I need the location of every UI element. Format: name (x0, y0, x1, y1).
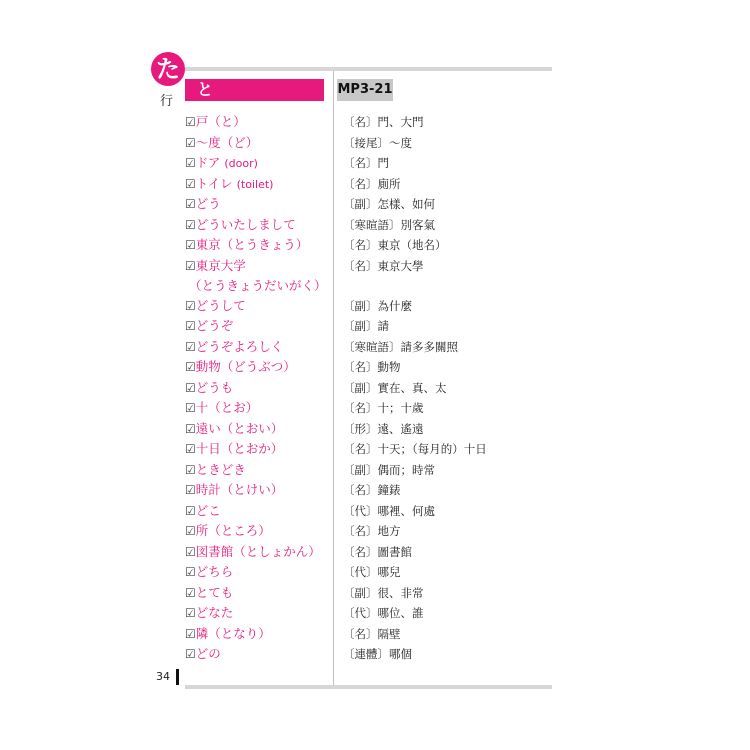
japanese-term (185, 112, 330, 132)
term-text: 図書館（としょかん） (195, 543, 321, 559)
checkbox-icon[interactable]: ☑ (185, 360, 196, 374)
checkbox-icon[interactable]: ☑ (185, 197, 196, 211)
chinese-meaning: 〔連體〕哪個 (343, 647, 412, 661)
chinese-meaning: 〔副〕怎樣、如何 (343, 197, 435, 211)
term-text: とても (195, 584, 234, 600)
column-divider (333, 71, 334, 685)
term-text: 東京（とうきょう） (195, 237, 309, 252)
japanese-term (185, 501, 330, 521)
bottom-rule (185, 685, 552, 689)
checkbox-icon[interactable]: ☑ (185, 339, 196, 354)
term-text: どういたしまして (195, 216, 296, 232)
audio-track-tag: MP3-21 (337, 79, 393, 101)
chinese-meaning: 〔副〕偶而；時常 (343, 462, 435, 477)
japanese-term (185, 624, 330, 644)
checkbox-icon[interactable]: ☑ (185, 401, 196, 415)
kana-row-char: た (156, 55, 180, 83)
japanese-term (185, 542, 330, 562)
checkbox-icon[interactable]: ☑ (185, 258, 196, 273)
japanese-term (185, 194, 330, 214)
term-text: 十（とお） (195, 400, 259, 415)
japanese-term (185, 644, 330, 664)
chinese-meaning: 〔接尾〕～度 (343, 135, 412, 150)
term-text: 東京大学 (195, 257, 246, 273)
chinese-meaning: 〔副〕很、非常 (343, 585, 424, 600)
chinese-meaning: 〔名〕十天；（每月的）十日 (343, 442, 487, 456)
term-reading: （とうきょうだいがく） (189, 277, 327, 293)
chinese-meaning: 〔名〕動物 (343, 360, 401, 374)
chinese-meaning: 〔名〕圖書館 (343, 544, 412, 559)
term-text: 所（ところ） (195, 523, 271, 538)
japanese-term (185, 583, 330, 603)
term-text: どうぞよろしく (195, 338, 284, 354)
term-text: どなた (195, 605, 234, 620)
japanese-term (185, 235, 330, 255)
term-text: 動物（どうぶつ） (195, 359, 296, 374)
japanese-term (185, 460, 330, 480)
chinese-meaning: 〔代〕哪兒 (343, 565, 401, 579)
japanese-term (185, 256, 330, 296)
term-text: どうぞ (195, 318, 234, 333)
chinese-meaning: 〔副〕請 (343, 319, 389, 333)
checkbox-icon[interactable]: ☑ (185, 606, 196, 620)
checkbox-icon[interactable]: ☑ (185, 298, 196, 313)
checkbox-icon[interactable]: ☑ (185, 503, 196, 518)
chinese-meaning: 〔名〕東京大學 (343, 258, 424, 273)
japanese-term (185, 357, 330, 377)
term-text: ～度（ど） (195, 134, 259, 150)
chinese-meaning: 〔代〕哪位、誰 (343, 606, 424, 620)
chinese-meaning: 〔名〕廁所 (343, 176, 401, 191)
term-text: 隣（となり） (195, 625, 271, 641)
chinese-meaning: 〔形〕遠、遙遠 (343, 421, 424, 436)
chinese-meaning: 〔寒暄語〕請多多關照 (343, 339, 458, 354)
top-rule (185, 67, 552, 71)
japanese-term (185, 133, 330, 153)
japanese-term (185, 419, 330, 439)
checkbox-icon[interactable]: ☑ (185, 626, 196, 641)
chinese-meaning: 〔副〕實在、真、太 (343, 380, 447, 395)
checkbox-icon[interactable]: ☑ (185, 442, 196, 456)
term-text: どこ (195, 502, 221, 518)
page-number-marker (176, 669, 179, 685)
chinese-meaning: 〔副〕為什麼 (343, 298, 412, 313)
checkbox-icon[interactable]: ☑ (185, 115, 196, 129)
japanese-term (185, 562, 330, 582)
chinese-meaning: 〔名〕隔壁 (343, 626, 401, 641)
term-text: どう (195, 196, 221, 211)
term-text: どの (195, 646, 221, 661)
japanese-term (185, 153, 330, 174)
term-text: ときどき (195, 461, 246, 477)
checkbox-icon[interactable]: ☑ (185, 319, 196, 333)
kana-section-header: と (185, 79, 324, 101)
term-origin: (door) (224, 157, 258, 170)
japanese-term (185, 480, 330, 500)
page-number: 34 (156, 670, 170, 683)
term-text: 遠い（とおい） (195, 420, 284, 436)
chinese-meaning: 〔名〕門、大門 (343, 115, 424, 129)
chinese-meaning: 〔名〕鐘錶 (343, 483, 401, 497)
kana-row-suffix: 行 (160, 94, 174, 109)
checkbox-icon[interactable]: ☑ (185, 544, 196, 559)
chinese-meaning: 〔名〕東京（地名） (343, 238, 447, 252)
checkbox-icon[interactable]: ☑ (185, 585, 196, 600)
kana-row-badge (151, 52, 185, 86)
chinese-meaning: 〔名〕十；十歲 (343, 401, 424, 415)
japanese-term (185, 521, 330, 541)
japanese-term (185, 316, 330, 336)
checkbox-icon[interactable]: ☑ (185, 238, 196, 252)
term-text: どうも (195, 379, 234, 395)
checkbox-icon[interactable]: ☑ (185, 176, 196, 191)
checkbox-icon[interactable]: ☑ (185, 565, 196, 579)
japanese-term (185, 215, 330, 235)
chinese-meaning: 〔寒暄語〕別客氣 (343, 217, 435, 232)
japanese-term (185, 337, 330, 357)
checkbox-icon[interactable]: ☑ (185, 462, 196, 477)
term-text: トイレ (195, 175, 233, 191)
chinese-meaning: 〔代〕哪裡、何處 (343, 503, 435, 518)
term-text: 時計（とけい） (195, 482, 284, 497)
japanese-term (185, 174, 330, 195)
chinese-meaning: 〔名〕門 (343, 156, 389, 170)
checkbox-icon[interactable]: ☑ (185, 156, 196, 170)
checkbox-icon[interactable]: ☑ (185, 524, 196, 538)
checkbox-icon[interactable]: ☑ (185, 421, 196, 436)
japanese-term (185, 603, 330, 623)
term-text: 戸（と） (195, 114, 246, 129)
chinese-meaning: 〔名〕地方 (343, 524, 401, 538)
checkbox-icon[interactable]: ☑ (185, 217, 196, 232)
checkbox-icon[interactable]: ☑ (185, 647, 196, 661)
checkbox-icon[interactable]: ☑ (185, 380, 196, 395)
term-text: どうして (195, 297, 246, 313)
checkbox-icon[interactable]: ☑ (185, 483, 196, 497)
japanese-term (185, 439, 330, 459)
term-text: 十日（とおか） (195, 441, 284, 456)
japanese-term (185, 296, 330, 316)
term-origin: (toilet) (236, 177, 274, 191)
term-text: ドア (195, 155, 221, 170)
term-text: どちら (195, 564, 234, 579)
japanese-term (185, 378, 330, 398)
japanese-term (185, 398, 330, 418)
checkbox-icon[interactable]: ☑ (185, 135, 196, 150)
